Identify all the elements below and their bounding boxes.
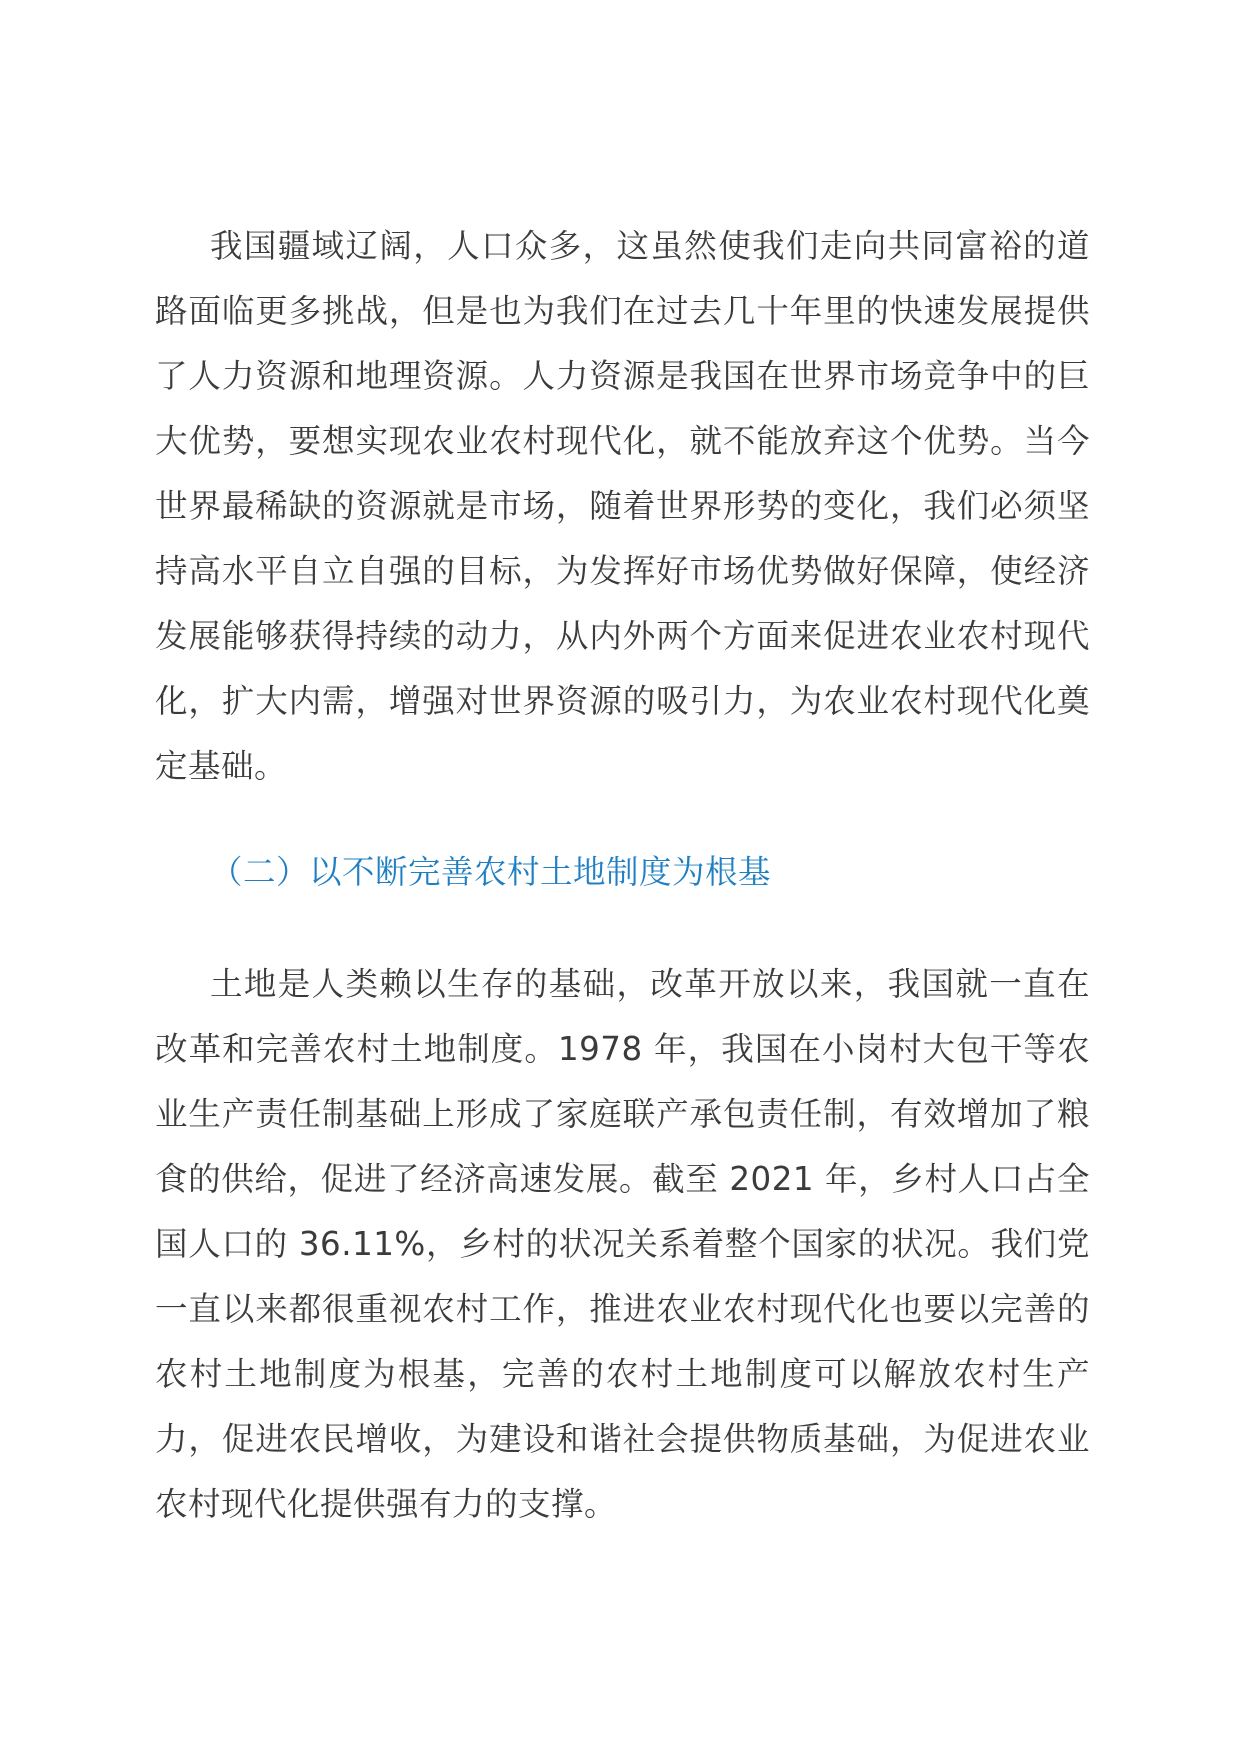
paragraph-land-system: 土地是人类赖以生存的基础，改革开放以来，我国就一直在改革和完善农村土地制度。1978 年，我国在小岗村大包干等农业生产责任制基础上形成了家庭联产承包责任制，有效增加了粮食的供给，促进了经济高速发展。截至 2021 年，乡村人口占全国人口的 36.11%，乡村的状况关系着整个国家的状况。我们党一直以来都很重视农村工作，推进农业农村现代化也要以完善的农村土地制度为根基，完善的农村土地制度可以解放农村生产力，促进农民增收，为建设和谐社会提供物质基础，为促进农业农村现代化提供强有力的支撑。 <box>155 965 1090 1523</box>
section-heading-land-system: （二）以不断完善农村土地制度为根基 <box>210 853 772 891</box>
paragraph-human-resources: 我国疆域辽阔，人口众多，这虽然使我们走向共同富裕的道路面临更多挑战，但是也为我们在过去几十年里的快速发展提供了人力资源和地理资源。人力资源是我国在世界市场竞争中的巨大优势，要想实现农业农村现代化，就不能放弃这个优势。当今世界最稀缺的资源就是市场，随着世界形势的变化，我们必须坚持高水平自立自强的目标，为发挥好市场优势做好保障，使经济发展能够获得持续的动力，从内外两个方面来促进农业农村现代化，扩大内需，增强对世界资源的吸引力，为农业农村现代化奠定基础。 <box>155 227 1090 785</box>
